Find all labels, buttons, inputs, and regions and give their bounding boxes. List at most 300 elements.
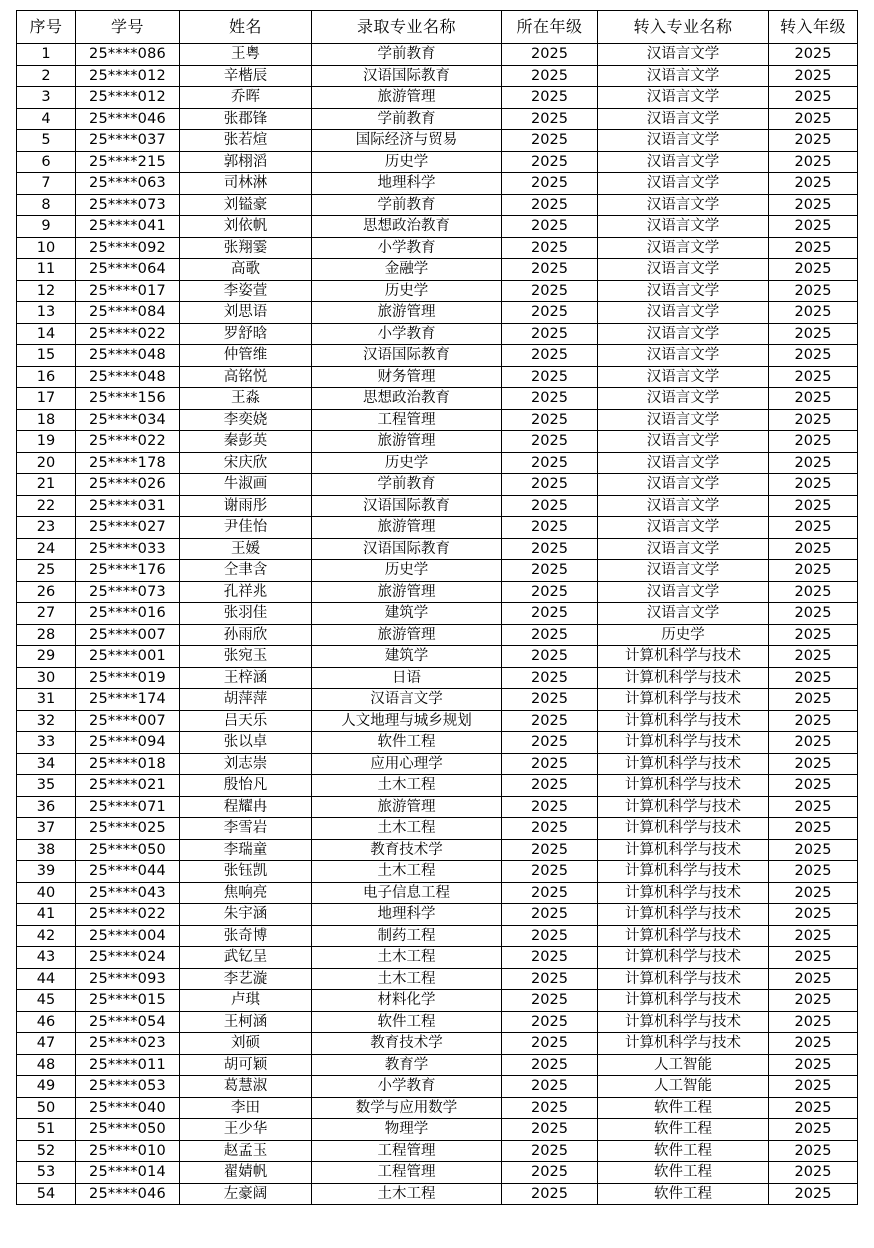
table-row [17,237,858,259]
cell-admitted-major: 学前教育 [312,194,502,216]
cell-name: 孔祥兆 [180,581,312,603]
cell-current-grade: 2025 [502,603,598,625]
cell-student-id: 25****014 [76,1162,180,1184]
cell-transfer-major: 计算机科学与技术 [598,753,769,775]
cell-student-id: 25****016 [76,603,180,625]
cell-seq: 52 [17,1140,76,1162]
cell-name: 刘思语 [180,302,312,324]
cell-name: 李奕娆 [180,409,312,431]
cell-seq: 45 [17,990,76,1012]
cell-student-id: 25****043 [76,882,180,904]
cell-seq: 19 [17,431,76,453]
cell-student-id: 25****050 [76,1119,180,1141]
cell-admitted-major: 建筑学 [312,646,502,668]
cell-seq: 28 [17,624,76,646]
cell-name: 张若煊 [180,130,312,152]
cell-student-id: 25****026 [76,474,180,496]
cell-current-grade: 2025 [502,689,598,711]
cell-student-id: 25****007 [76,624,180,646]
cell-transfer-grade: 2025 [769,431,858,453]
header-transfer-major: 转入专业名称 [598,11,769,44]
cell-seq: 16 [17,366,76,388]
cell-seq: 29 [17,646,76,668]
cell-seq: 53 [17,1162,76,1184]
cell-admitted-major: 材料化学 [312,990,502,1012]
cell-admitted-major: 土木工程 [312,968,502,990]
cell-transfer-major: 汉语言文学 [598,495,769,517]
cell-student-id: 25****071 [76,796,180,818]
cell-name: 王梓涵 [180,667,312,689]
cell-current-grade: 2025 [502,87,598,109]
cell-name: 尹佳怡 [180,517,312,539]
cell-seq: 23 [17,517,76,539]
cell-seq: 3 [17,87,76,109]
cell-admitted-major: 旅游管理 [312,624,502,646]
cell-student-id: 25****022 [76,323,180,345]
cell-current-grade: 2025 [502,495,598,517]
cell-transfer-grade: 2025 [769,1011,858,1033]
table-row [17,861,858,883]
cell-name: 孙雨欣 [180,624,312,646]
cell-admitted-major: 土木工程 [312,775,502,797]
cell-transfer-grade: 2025 [769,904,858,926]
cell-transfer-major: 汉语言文学 [598,259,769,281]
table-row [17,409,858,431]
cell-seq: 1 [17,44,76,66]
cell-admitted-major: 土木工程 [312,861,502,883]
cell-transfer-grade: 2025 [769,861,858,883]
cell-transfer-major: 人工智能 [598,1076,769,1098]
cell-current-grade: 2025 [502,302,598,324]
header-student-id: 学号 [76,11,180,44]
cell-student-id: 25****033 [76,538,180,560]
cell-transfer-major: 汉语言文学 [598,517,769,539]
cell-transfer-major: 计算机科学与技术 [598,968,769,990]
cell-name: 吕天乐 [180,710,312,732]
cell-transfer-grade: 2025 [769,1162,858,1184]
cell-transfer-major: 汉语言文学 [598,388,769,410]
cell-admitted-major: 思想政治教育 [312,388,502,410]
cell-current-grade: 2025 [502,753,598,775]
cell-seq: 13 [17,302,76,324]
cell-student-id: 25****048 [76,366,180,388]
table-row [17,839,858,861]
table-row [17,345,858,367]
cell-admitted-major: 历史学 [312,151,502,173]
table-row [17,323,858,345]
cell-admitted-major: 小学教育 [312,323,502,345]
cell-seq: 30 [17,667,76,689]
cell-current-grade: 2025 [502,560,598,582]
header-transfer-grade: 转入年级 [769,11,858,44]
cell-current-grade: 2025 [502,1033,598,1055]
cell-current-grade: 2025 [502,366,598,388]
cell-transfer-grade: 2025 [769,818,858,840]
cell-admitted-major: 汉语国际教育 [312,538,502,560]
header-admitted-major: 录取专业名称 [312,11,502,44]
cell-name: 王少华 [180,1119,312,1141]
cell-transfer-major: 汉语言文学 [598,366,769,388]
cell-current-grade: 2025 [502,710,598,732]
cell-student-id: 25****031 [76,495,180,517]
table-row [17,1183,858,1205]
header-seq: 序号 [17,11,76,44]
cell-admitted-major: 教育技术学 [312,839,502,861]
cell-transfer-major: 软件工程 [598,1119,769,1141]
cell-transfer-grade: 2025 [769,452,858,474]
cell-student-id: 25****001 [76,646,180,668]
cell-current-grade: 2025 [502,1140,598,1162]
cell-name: 李田 [180,1097,312,1119]
cell-admitted-major: 工程管理 [312,1162,502,1184]
cell-name: 仲管维 [180,345,312,367]
cell-name: 李艺漩 [180,968,312,990]
cell-transfer-grade: 2025 [769,538,858,560]
cell-transfer-major: 计算机科学与技术 [598,904,769,926]
cell-name: 高歌 [180,259,312,281]
cell-transfer-major: 软件工程 [598,1097,769,1119]
cell-seq: 42 [17,925,76,947]
cell-name: 谢雨彤 [180,495,312,517]
cell-seq: 24 [17,538,76,560]
cell-name: 焦响亮 [180,882,312,904]
cell-transfer-grade: 2025 [769,646,858,668]
cell-transfer-major: 计算机科学与技术 [598,861,769,883]
table-row [17,796,858,818]
table-row [17,603,858,625]
cell-admitted-major: 应用心理学 [312,753,502,775]
cell-current-grade: 2025 [502,194,598,216]
cell-student-id: 25****046 [76,1183,180,1205]
cell-transfer-grade: 2025 [769,560,858,582]
cell-student-id: 25****015 [76,990,180,1012]
cell-seq: 10 [17,237,76,259]
cell-current-grade: 2025 [502,904,598,926]
cell-transfer-grade: 2025 [769,366,858,388]
table-row [17,1097,858,1119]
cell-name: 胡萍萍 [180,689,312,711]
table-row [17,517,858,539]
cell-name: 朱宇涵 [180,904,312,926]
cell-student-id: 25****086 [76,44,180,66]
cell-current-grade: 2025 [502,538,598,560]
cell-seq: 48 [17,1054,76,1076]
cell-admitted-major: 小学教育 [312,1076,502,1098]
cell-name: 葛慧淑 [180,1076,312,1098]
cell-student-id: 25****010 [76,1140,180,1162]
cell-transfer-major: 汉语言文学 [598,151,769,173]
cell-current-grade: 2025 [502,667,598,689]
cell-transfer-grade: 2025 [769,409,858,431]
cell-student-id: 25****094 [76,732,180,754]
cell-transfer-major: 汉语言文学 [598,560,769,582]
transfer-list-table [16,10,858,1205]
cell-name: 郭栩滔 [180,151,312,173]
cell-name: 张郡锋 [180,108,312,130]
cell-transfer-grade: 2025 [769,151,858,173]
cell-name: 卢琪 [180,990,312,1012]
cell-student-id: 25****018 [76,753,180,775]
cell-transfer-grade: 2025 [769,990,858,1012]
cell-transfer-grade: 2025 [769,1183,858,1205]
cell-current-grade: 2025 [502,65,598,87]
cell-seq: 46 [17,1011,76,1033]
cell-current-grade: 2025 [502,1119,598,1141]
cell-transfer-grade: 2025 [769,1054,858,1076]
cell-transfer-major: 计算机科学与技术 [598,882,769,904]
cell-current-grade: 2025 [502,323,598,345]
cell-transfer-major: 计算机科学与技术 [598,775,769,797]
table-row [17,538,858,560]
cell-transfer-major: 计算机科学与技术 [598,1011,769,1033]
cell-transfer-major: 汉语言文学 [598,302,769,324]
cell-seq: 35 [17,775,76,797]
cell-transfer-grade: 2025 [769,194,858,216]
cell-name: 王媛 [180,538,312,560]
cell-current-grade: 2025 [502,237,598,259]
cell-transfer-major: 汉语言文学 [598,409,769,431]
cell-admitted-major: 汉语国际教育 [312,345,502,367]
table-row [17,689,858,711]
cell-admitted-major: 教育学 [312,1054,502,1076]
cell-name: 刘志崇 [180,753,312,775]
cell-student-id: 25****064 [76,259,180,281]
cell-transfer-grade: 2025 [769,517,858,539]
cell-name: 王粤 [180,44,312,66]
cell-transfer-major: 计算机科学与技术 [598,990,769,1012]
cell-transfer-major: 汉语言文学 [598,474,769,496]
cell-transfer-major: 汉语言文学 [598,280,769,302]
cell-transfer-major: 计算机科学与技术 [598,689,769,711]
cell-student-id: 25****004 [76,925,180,947]
table-row [17,581,858,603]
cell-student-id: 25****037 [76,130,180,152]
cell-name: 殷怡凡 [180,775,312,797]
cell-seq: 49 [17,1076,76,1098]
cell-admitted-major: 日语 [312,667,502,689]
cell-seq: 39 [17,861,76,883]
cell-current-grade: 2025 [502,345,598,367]
table-row [17,194,858,216]
cell-transfer-major: 计算机科学与技术 [598,925,769,947]
cell-admitted-major: 旅游管理 [312,302,502,324]
cell-current-grade: 2025 [502,1076,598,1098]
cell-transfer-grade: 2025 [769,1097,858,1119]
cell-student-id: 25****073 [76,194,180,216]
cell-seq: 5 [17,130,76,152]
cell-current-grade: 2025 [502,130,598,152]
cell-transfer-grade: 2025 [769,323,858,345]
cell-student-id: 25****022 [76,904,180,926]
cell-seq: 44 [17,968,76,990]
cell-admitted-major: 土木工程 [312,947,502,969]
cell-name: 高铭悦 [180,366,312,388]
cell-transfer-major: 汉语言文学 [598,345,769,367]
cell-seq: 34 [17,753,76,775]
cell-admitted-major: 国际经济与贸易 [312,130,502,152]
cell-name: 李瑞童 [180,839,312,861]
table-row [17,1011,858,1033]
cell-student-id: 25****178 [76,452,180,474]
cell-transfer-major: 计算机科学与技术 [598,646,769,668]
cell-current-grade: 2025 [502,925,598,947]
table-row [17,990,858,1012]
cell-transfer-major: 软件工程 [598,1162,769,1184]
cell-transfer-grade: 2025 [769,173,858,195]
table-row [17,495,858,517]
cell-seq: 36 [17,796,76,818]
table-row [17,130,858,152]
cell-admitted-major: 历史学 [312,452,502,474]
cell-current-grade: 2025 [502,861,598,883]
cell-student-id: 25****084 [76,302,180,324]
cell-admitted-major: 旅游管理 [312,517,502,539]
cell-seq: 31 [17,689,76,711]
cell-student-id: 25****176 [76,560,180,582]
cell-name: 牛淑画 [180,474,312,496]
cell-admitted-major: 人文地理与城乡规划 [312,710,502,732]
cell-transfer-grade: 2025 [769,947,858,969]
table-row [17,904,858,926]
cell-name: 刘硕 [180,1033,312,1055]
table-row [17,732,858,754]
cell-admitted-major: 旅游管理 [312,87,502,109]
cell-student-id: 25****093 [76,968,180,990]
cell-transfer-grade: 2025 [769,65,858,87]
cell-student-id: 25****053 [76,1076,180,1098]
cell-current-grade: 2025 [502,517,598,539]
cell-seq: 18 [17,409,76,431]
cell-admitted-major: 地理科学 [312,173,502,195]
cell-seq: 38 [17,839,76,861]
cell-current-grade: 2025 [502,108,598,130]
cell-student-id: 25****046 [76,108,180,130]
cell-admitted-major: 旅游管理 [312,796,502,818]
cell-name: 辛楷辰 [180,65,312,87]
table-row [17,431,858,453]
table-row [17,1119,858,1141]
cell-admitted-major: 汉语言文学 [312,689,502,711]
cell-admitted-major: 数学与应用数学 [312,1097,502,1119]
cell-name: 司林淋 [180,173,312,195]
cell-transfer-major: 计算机科学与技术 [598,818,769,840]
cell-transfer-major: 汉语言文学 [598,237,769,259]
cell-transfer-major: 汉语言文学 [598,44,769,66]
cell-name: 左豪阔 [180,1183,312,1205]
table-row [17,1033,858,1055]
table-row [17,108,858,130]
cell-transfer-major: 汉语言文学 [598,216,769,238]
cell-name: 武钇呈 [180,947,312,969]
cell-seq: 37 [17,818,76,840]
cell-seq: 11 [17,259,76,281]
cell-transfer-grade: 2025 [769,345,858,367]
cell-transfer-major: 汉语言文学 [598,603,769,625]
cell-current-grade: 2025 [502,796,598,818]
table-row [17,151,858,173]
cell-seq: 17 [17,388,76,410]
cell-transfer-grade: 2025 [769,237,858,259]
cell-transfer-grade: 2025 [769,882,858,904]
cell-current-grade: 2025 [502,452,598,474]
cell-seq: 8 [17,194,76,216]
table-row [17,925,858,947]
cell-name: 李雪岩 [180,818,312,840]
cell-transfer-grade: 2025 [769,130,858,152]
table-row [17,882,858,904]
cell-transfer-major: 汉语言文学 [598,108,769,130]
cell-admitted-major: 建筑学 [312,603,502,625]
table-row [17,302,858,324]
cell-transfer-grade: 2025 [769,603,858,625]
cell-transfer-major: 汉语言文学 [598,87,769,109]
table-row [17,388,858,410]
cell-transfer-major: 汉语言文学 [598,194,769,216]
table-row [17,667,858,689]
cell-student-id: 25****021 [76,775,180,797]
cell-seq: 12 [17,280,76,302]
table-row [17,280,858,302]
cell-transfer-major: 软件工程 [598,1140,769,1162]
table-row [17,474,858,496]
cell-transfer-major: 汉语言文学 [598,452,769,474]
cell-current-grade: 2025 [502,1097,598,1119]
cell-seq: 41 [17,904,76,926]
cell-seq: 25 [17,560,76,582]
cell-transfer-major: 计算机科学与技术 [598,796,769,818]
cell-seq: 14 [17,323,76,345]
cell-transfer-major: 历史学 [598,624,769,646]
cell-current-grade: 2025 [502,968,598,990]
cell-current-grade: 2025 [502,409,598,431]
cell-student-id: 25****041 [76,216,180,238]
cell-current-grade: 2025 [502,818,598,840]
cell-transfer-grade: 2025 [769,753,858,775]
table-row [17,968,858,990]
cell-student-id: 25****007 [76,710,180,732]
cell-transfer-grade: 2025 [769,775,858,797]
cell-admitted-major: 软件工程 [312,732,502,754]
cell-current-grade: 2025 [502,173,598,195]
cell-current-grade: 2025 [502,882,598,904]
cell-name: 张宛玉 [180,646,312,668]
cell-name: 张奇博 [180,925,312,947]
cell-seq: 32 [17,710,76,732]
cell-seq: 21 [17,474,76,496]
cell-current-grade: 2025 [502,1054,598,1076]
cell-name: 仝聿含 [180,560,312,582]
table-row [17,1076,858,1098]
cell-transfer-major: 汉语言文学 [598,538,769,560]
cell-seq: 43 [17,947,76,969]
cell-current-grade: 2025 [502,732,598,754]
cell-admitted-major: 汉语国际教育 [312,65,502,87]
cell-transfer-grade: 2025 [769,839,858,861]
cell-current-grade: 2025 [502,1011,598,1033]
table-row [17,173,858,195]
cell-transfer-major: 计算机科学与技术 [598,947,769,969]
cell-seq: 7 [17,173,76,195]
table-row [17,1140,858,1162]
cell-transfer-major: 软件工程 [598,1183,769,1205]
cell-student-id: 25****174 [76,689,180,711]
cell-seq: 20 [17,452,76,474]
cell-admitted-major: 小学教育 [312,237,502,259]
cell-name: 翟婧帆 [180,1162,312,1184]
cell-transfer-grade: 2025 [769,1140,858,1162]
cell-transfer-grade: 2025 [769,1119,858,1141]
table-row [17,366,858,388]
